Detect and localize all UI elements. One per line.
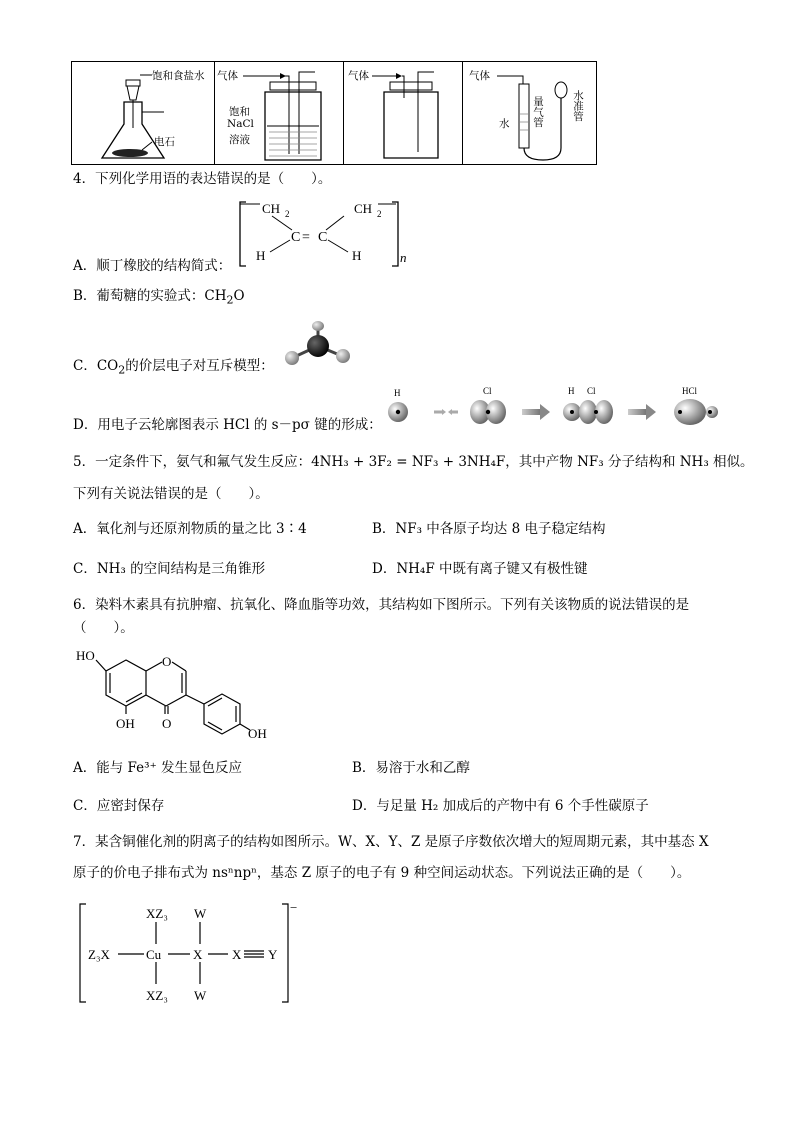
q4-c-prefix: C． <box>73 358 97 374</box>
ch2-left: CH <box>262 201 281 216</box>
label-gas-buret: 量气管 <box>532 96 544 128</box>
xz3-top: XZ₃ <box>146 906 168 921</box>
copper-center: Cu <box>146 947 162 962</box>
q4-option-b <box>73 287 245 310</box>
double-bond: = <box>302 230 310 245</box>
label-carbide: 电石 <box>154 136 175 148</box>
y-terminal: Y <box>268 947 278 962</box>
q6-option-d: D．与足量 H₂ 加成后的产物中有 6 个手性碳原子 <box>352 798 649 814</box>
w-bottom: W <box>194 988 207 1003</box>
apparatus-nacl-washer <box>215 62 344 164</box>
apparatus-acetylene-generator <box>72 62 215 164</box>
repeat-n: n <box>400 250 407 265</box>
label-gas: 气体 <box>217 70 238 82</box>
apparatus-table <box>71 61 597 165</box>
label-nacl: NaCl <box>227 118 254 130</box>
sub-2: 2 <box>285 209 290 219</box>
q5-option-c: C．NH₃ 的空间结构是三角锥形 <box>73 561 266 577</box>
cis-polybutadiene-structure <box>236 196 416 272</box>
vsepr-ball-model <box>280 318 356 372</box>
q6-stem-line2: （ ）。 <box>73 620 134 636</box>
label-gas: 气体 <box>469 70 490 82</box>
hydrogen-right: H <box>352 248 362 263</box>
hydrogen-left: H <box>256 248 266 263</box>
orb-cl: Cl <box>483 386 492 396</box>
q4-option-d: D．用电子云轮廓图表示 HCl 的 s－pσ 键的形成： <box>73 417 382 433</box>
oh-group: OH <box>116 716 135 731</box>
q5-stem-pre: 5．一定条件下，氨气和氟气发生反应： <box>73 454 312 470</box>
q4-stem: 4．下列化学用语的表达错误的是（ ）。 <box>73 171 332 187</box>
apparatus-gas-buret <box>463 62 596 164</box>
formula-o: O <box>233 288 245 304</box>
orb-cl: Cl <box>587 386 596 396</box>
q4-option-c <box>73 357 274 380</box>
q5-equation: 4NH₃ + 3F₂ = NF₃ + 3NH₄F <box>311 454 506 470</box>
q4-option-a: A．顺丁橡胶的结构简式： <box>73 258 232 274</box>
co2-formula: CO <box>96 358 119 374</box>
formula-c: CH <box>204 288 227 304</box>
orb-h: H <box>394 388 401 398</box>
q5-option-a: A．氧化剂与还原剂物质的量之比 3∶4 <box>73 521 307 537</box>
q5-stem <box>73 453 754 471</box>
label-solution: 溶液 <box>229 134 250 146</box>
q7-stem: 7．某含铜催化剂的阴离子的结构如图所示。W、X、Y、Z 是原子序数依次增大的短周期元素，其中基态 X <box>73 834 709 850</box>
q6-stem: 6．染料木素具有抗肿瘤、抗氧化、降血脂等功效，其结构如下图所示。下列有关该物质的说法错误的是 <box>73 597 690 613</box>
x-center: X <box>193 947 203 962</box>
q6-option-b: B．易溶于水和乙醇 <box>352 760 470 776</box>
orb-h: H <box>568 386 575 396</box>
label-leveling-tube: 水准管 <box>572 90 584 122</box>
q4-c-text: 的价层电子对互斥模型： <box>125 358 274 374</box>
oh-group: OH <box>248 726 267 741</box>
x-right: X <box>232 947 242 962</box>
ch2-right: CH <box>354 201 373 216</box>
carbon-left: C <box>291 230 301 245</box>
anion-charge: − <box>290 900 298 915</box>
w-top: W <box>194 906 207 921</box>
q6-option-c: C．应密封保存 <box>73 798 165 814</box>
q6-option-a: A．能与 Fe³⁺ 发生显色反应 <box>73 760 242 776</box>
label-saturated: 饱和 <box>229 106 250 118</box>
q5-stem-line2: 下列有关说法错误的是（ ）。 <box>73 486 269 502</box>
ho-group: HO <box>76 648 95 663</box>
q4-option-b-text: B．葡萄糖的实验式： <box>73 288 205 304</box>
orb-hcl: HCl <box>682 386 698 396</box>
q5-option-d: D．NH₄F 中既有离子键又有极性键 <box>372 561 588 577</box>
label-water: 水 <box>499 118 510 130</box>
q5-stem-post: ，其中产物 NF₃ 分子结构和 NH₃ 相似。 <box>505 454 754 470</box>
anion-structure <box>76 898 316 1008</box>
orbital-overlap-diagram <box>378 382 722 432</box>
co2-sub: 2 <box>118 363 126 377</box>
q5-option-b: B．NF₃ 中各原子均达 8 电子稳定结构 <box>372 521 606 537</box>
carbonyl-oxygen: O <box>162 716 172 731</box>
ring-oxygen: O <box>162 654 172 669</box>
carbon-right: C <box>318 230 328 245</box>
formula-sub: 2 <box>226 293 234 307</box>
sub-2: 2 <box>377 209 382 219</box>
genistein-structure <box>76 642 276 742</box>
label-gas: 气体 <box>348 70 369 82</box>
label-brine: 饱和食盐水 <box>152 70 205 82</box>
xz3-bottom: XZ₃ <box>146 988 168 1003</box>
apparatus-collecting-bottle <box>344 62 463 164</box>
q7-stem-line2: 原子的价电子排布式为 nsⁿnpⁿ，基态 Z 原子的电子有 9 种空间运动状态。下列说法正确的是（ ）。 <box>73 865 691 881</box>
z3x-left: Z₃X <box>88 947 110 962</box>
